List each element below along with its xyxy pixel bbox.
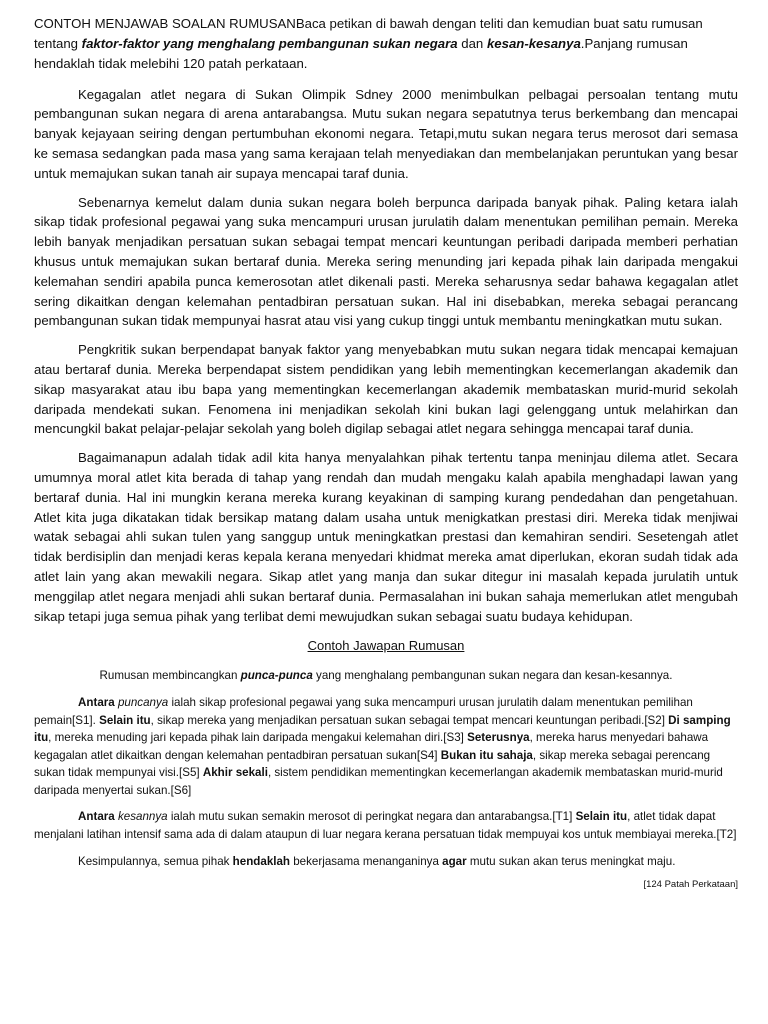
essay-passage xyxy=(34,85,738,627)
topic-factors: faktor-faktor yang menghalang pembangunan sukan negara xyxy=(81,36,458,52)
answer-effects-paragraph: Antara kesannya ialah mutu sukan semakin merosot di peringkat negara dan antarabangsa.[T1] Selain itu, atlet tidak dapat menjalani latihan intensif sama ada di dalam ataupun di luar negara kerana persatuan tidak mempuyai kos untuk membiayai mereka.[T2] xyxy=(34,810,737,842)
question-title: CONTOH MENJAWAB SOALAN RUMUSAN xyxy=(34,16,296,31)
essay-paragraph: Bagaimanapun adalah tidak adil kita hanya menyalahkan pihak tertentu tanpa meninjau dilema atlet. Secara umumnya moral atlet kita berada di tahap yang rendah dan mudah mengaku kalah apabila menghadapi lawan yang bertaraf dunia. Hal ini mungkin kerana mereka kurang keyakinan di samping kurang pendedahan dan pengetahuan. Atlet kita juga dikatakan tidak bersikap matang dalam usaha untuk menigkatkan prestasi diri. Mereka tidak menjiwai watak sebagai ahli sukan tulen yang sanggup untuk meningkatkan prestasi dan kemahiran sendiri. Sesetengah atlet tidak berdisiplin dan menjadi keras kepala kerana menyedari khidmat mereka amat diperlukan, ekoran sudah tidak ada atlet lain yang akan mewakili negara. Sikap atlet yang manja dan sukar ditegur ini masalah kepada jurulatih untuk menggilap atlet negara menjadi ahli sukan bertaraf dunia. Permasalahan ini bukan sahaja memerlukan atlet mengubah sikap tetapi juga semua pihak yang terlibat demi mewujudkan sukan sebagai suatu budaya kehidupan. xyxy=(34,450,738,624)
essay-paragraph: Pengkritik sukan berpendapat banyak faktor yang menyebabkan mutu sukan negara tidak mencapai kemajuan atau bertaraf dunia. Mereka berpendapat sistem pendidikan yang lebih mementingkan kecemerlangan akademik dan sikap masyarakat atau ibu bapa yang mementingkan kecemerlangan akademik membataskan murid-murid sekolah daripada mendekati sukan. Fenomena ini menjadikan sekolah kini bukan lagi gelenggang untuk melahirkan dan mencungkil bakat pelajar-pelajar sekolah yang boleh digilap sebagai atlet negara sehingga mencapai taraf dunia. xyxy=(34,342,738,437)
question-instruction: CONTOH MENJAWAB SOALAN RUMUSANBaca petikan di bawah dengan teliti dan kemudian buat satu rumusan tentang faktor-faktor yang menghalang pembangunan sukan negara dan kesan-kesanya.Panjang rumusan hendaklah tidak melebihi 120 patah perkataan. xyxy=(34,16,703,72)
answer-heading: Contoh Jawapan Rumusan xyxy=(307,638,465,654)
document-page xyxy=(34,14,738,890)
answer-conclusion: Kesimpulannya, semua pihak hendaklah bekerjasama menanganinya agar mutu sukan akan terus meningkat maju. xyxy=(78,854,676,868)
essay-paragraph: Sebenarnya kemelut dalam dunia sukan negara boleh berpunca daripada banyak pihak. Paling ketara ialah sikap tidak profesional pegawai yang suka mencampuri urusan jurulatih dalam menentukan pemilihan pemain. Mereka lebih banyak menjadikan persatuan sukan sebagai tempat mencari keuntungan peribadi daripada memberi perhatian khusus untuk memajukan sukan bertaraf dunia. Mereka sering menunding jari kepada pihak lain daripada mengakui kelemahan sendiri apabila punca kemerosotan atlet dikenali pasti. Mereka seharusnya sedar bahawa kegagalan atlet sering dikaitkan dengan kelemahan pentadbiran persatuan sukan. Hal ini disebabkan, mereka sebagai perancang pembangunan sukan tidak mempunyai hasrat atau visi yang cukup tinggi untuk membantu meningkatkan mutu sukan. xyxy=(34,194,738,329)
answer-section xyxy=(34,667,738,890)
word-count-label: [124 Patah Perkataan] xyxy=(643,879,738,891)
topic-effects: kesan-kesanya xyxy=(486,36,581,52)
answer-introduction: Rumusan membincangkan punca-punca yang menghalang pembangunan sukan negara dan kesan-kesannya. xyxy=(99,669,673,683)
answer-causes-paragraph: Antara puncanya ialah sikap profesional pegawai yang suka mencampuri urusan jurulatih dalam menentukan pemilihan pemain[S1]. Selain itu, sikap mereka yang menjadikan persatuan sukan sebagai tempat mencari keuntungan peribadi.[S2] Di samping itu, mereka menuding jari kepada pihak lain daripada mengakui kelemahan diri.[S3] Seterusnya, mereka harus menyedari bahawa kegagalan atlet dikaitkan dengan kelemahan pentadbiran persatuan sukan[S4] Bukan itu sahaja, sikap mereka sebagai perencang sukan tidak mempunyai visi.[S5] Akhir sekali, sistem pendidikan mementingkan kecemerlangan akademik membataskan murid-murid daripada menyertai sukan.[S6] xyxy=(34,695,731,797)
essay-paragraph: Kegagalan atlet negara di Sukan Olimpik Sdney 2000 menimbulkan pelbagai persoalan tentang mutu pembangunan sukan negara di arena antarabangsa. Mutu sukan negara sepatutnya terus berkembang dan mencapai banyak kejayaan seiring dengan pertumbuhan ekonomi negara. Tetapi,mutu sukan negara terus merosot dari semasa ke semasa sedangkan pada masa yang sama kerajaan telah menyediakan dan membelanjakan peruntukan yang besar untuk memajukan sukan tanah air supaya mencapai taraf dunia. xyxy=(34,86,738,181)
